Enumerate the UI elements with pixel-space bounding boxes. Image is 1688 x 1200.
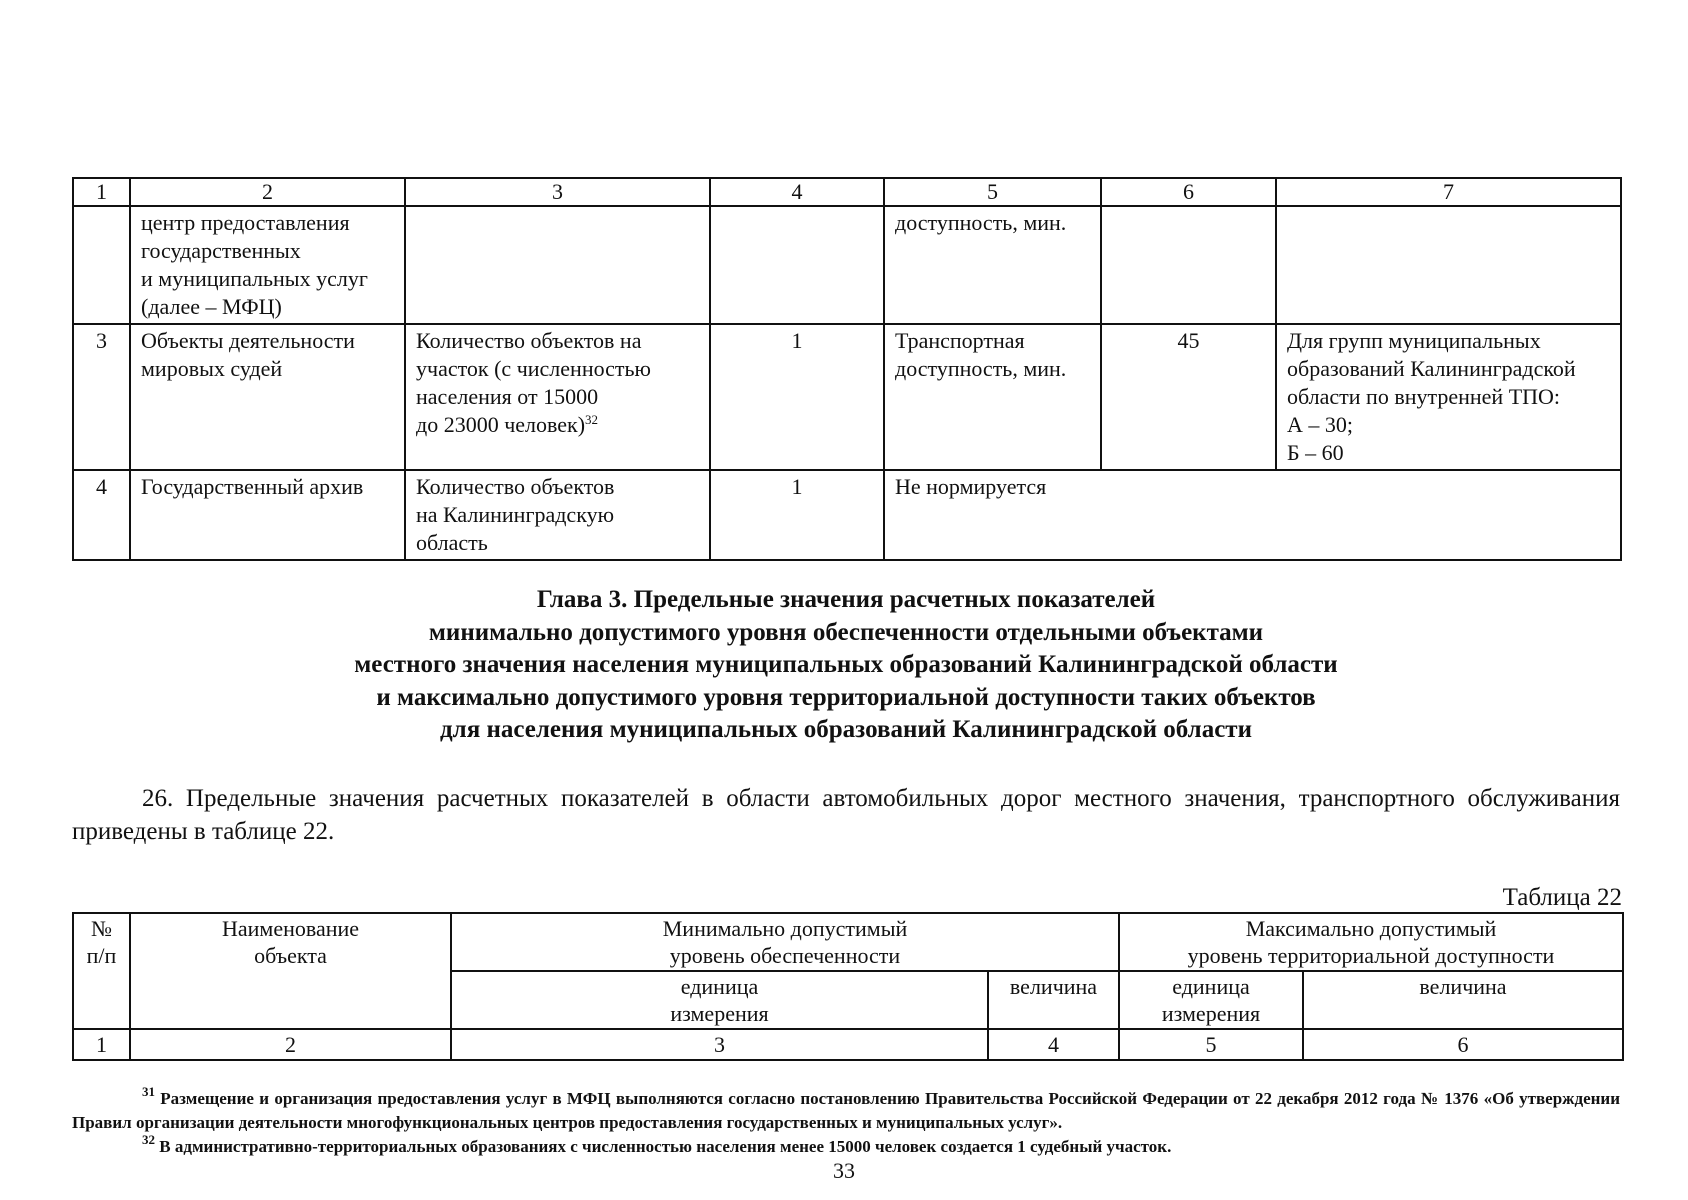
header-cell: 6 bbox=[1101, 178, 1276, 206]
cell-line: Транспортная bbox=[895, 328, 1025, 353]
value-cell: 1 bbox=[710, 470, 884, 560]
table-row bbox=[73, 324, 1621, 470]
row-number-cell: 3 bbox=[73, 324, 130, 470]
footnote-31 bbox=[72, 1084, 1621, 1135]
cell-line: участок (с численностью bbox=[416, 356, 651, 381]
object-name-cell bbox=[130, 324, 405, 470]
cell-line: (далее – МФЦ) bbox=[141, 294, 282, 319]
column-number-cell: 5 bbox=[1119, 1029, 1303, 1060]
header-line: уровень территориальной доступности bbox=[1187, 943, 1555, 968]
column-number-cell: 1 bbox=[73, 1029, 130, 1060]
cell-line: Не нормируется bbox=[895, 474, 1047, 499]
cell-line: Количество объектов bbox=[416, 474, 615, 499]
cell-line: до 23000 человек) bbox=[416, 412, 586, 437]
footnote-mark: 32 bbox=[142, 1132, 155, 1147]
footnote-mark: 31 bbox=[142, 1084, 155, 1099]
header-cell: 2 bbox=[130, 178, 405, 206]
header-line: измерения bbox=[670, 1001, 769, 1026]
min-level-header-cell bbox=[451, 913, 1119, 971]
accessibility-value-cell: 45 bbox=[1101, 324, 1276, 470]
column-number-cell: 3 bbox=[451, 1029, 988, 1060]
table-header-row bbox=[73, 913, 1623, 971]
cell-line: область bbox=[416, 530, 488, 555]
column-number-cell: 2 bbox=[130, 1029, 451, 1060]
object-name-header-cell bbox=[130, 913, 451, 1029]
cell-line: А – 30; bbox=[1287, 412, 1353, 437]
header-cell: 1 bbox=[73, 178, 130, 206]
accessibility-cell bbox=[884, 324, 1101, 470]
header-cell: 3 bbox=[405, 178, 710, 206]
header-cell: 4 bbox=[710, 178, 884, 206]
cell-line: мировых судей bbox=[141, 356, 283, 381]
cell-line: области по внутренней ТПО: bbox=[1287, 384, 1561, 409]
cell-line: доступность, мин. bbox=[895, 210, 1067, 235]
accessibility-value-cell bbox=[1101, 206, 1276, 324]
header-line: Максимально допустимый bbox=[1245, 916, 1497, 941]
value-cell: 1 bbox=[710, 324, 884, 470]
footnote-text: Размещение и организация предоставления услуг в МФЦ выполняются согласно постановлению Правительства Российской Федерации от 22 декабря 2012 года № 1376 «Об утверждении Правил организации деятельности многофункциональных центров предоставления государственных и муниципальных услуг». bbox=[72, 1089, 1621, 1132]
row-number-cell bbox=[73, 206, 130, 324]
header-cell: 7 bbox=[1276, 178, 1621, 206]
table-row bbox=[73, 470, 1621, 560]
chapter-title-line: и максимально допустимого уровня территориальной доступности таких объектов bbox=[376, 683, 1316, 711]
cell-line: доступность, мин. bbox=[895, 356, 1067, 381]
cell-line: и муниципальных услуг bbox=[141, 266, 368, 291]
table-row bbox=[73, 206, 1621, 324]
value-header-cell: величина bbox=[988, 971, 1119, 1029]
cell-line: на Калининградскую bbox=[416, 502, 615, 527]
indicator-cell bbox=[405, 470, 710, 560]
column-number-cell: 6 bbox=[1303, 1029, 1623, 1060]
chapter-title-line: Глава 3. Предельные значения расчетных показателей bbox=[536, 586, 1156, 613]
table-header-row bbox=[73, 178, 1621, 206]
indicator-cell bbox=[405, 324, 710, 470]
chapter-title-line: минимально допустимого уровня обеспеченности отдельными объектами bbox=[428, 618, 1264, 646]
accessibility-cell bbox=[884, 206, 1101, 324]
column-number-cell: 4 bbox=[988, 1029, 1119, 1060]
cell-line: государственных bbox=[141, 238, 301, 263]
header-line: Наименование bbox=[221, 916, 360, 941]
header-line: измерения bbox=[1161, 1001, 1261, 1026]
object-name-cell bbox=[130, 470, 405, 560]
note-cell bbox=[1276, 324, 1621, 470]
cell-line: образований Калининградской bbox=[1287, 356, 1576, 381]
chapter-title bbox=[72, 584, 1620, 747]
paragraph-26: 26. Предельные значения расчетных показателей в области автомобильных дорог местного значения, транспортного обслуживания приведены в таблице 22. bbox=[72, 785, 1620, 845]
cell-line: Объекты деятельности bbox=[141, 328, 355, 353]
header-line: единица bbox=[680, 974, 759, 999]
header-line: № bbox=[91, 916, 112, 941]
header-line: Минимально допустимый bbox=[662, 916, 908, 941]
indicator-cell bbox=[405, 206, 710, 324]
object-name-cell bbox=[130, 206, 405, 324]
cell-line-with-footnote bbox=[416, 411, 699, 439]
objects-table-continuation bbox=[72, 177, 1622, 561]
chapter-title-line: местного значения населения муниципальных образований Калининградской области bbox=[354, 651, 1338, 678]
cell-line: Государственный архив bbox=[141, 474, 364, 499]
number-header-cell bbox=[73, 913, 130, 1029]
unit-header-cell bbox=[451, 971, 988, 1029]
header-line: единица bbox=[1172, 974, 1250, 999]
value-cell bbox=[710, 206, 884, 324]
footnote-text: В административно-территориальных образованиях с численностью населения менее 15000 человек создается 1 судебный участок. bbox=[159, 1137, 1172, 1156]
note-cell bbox=[1276, 206, 1621, 324]
header-line: объекта bbox=[254, 943, 327, 968]
max-level-header-cell bbox=[1119, 913, 1623, 971]
value-header-cell: величина bbox=[1303, 971, 1623, 1029]
chapter-title-line: для населения муниципальных образований Калининградской области bbox=[440, 716, 1252, 743]
header-line: уровень обеспеченности bbox=[669, 943, 901, 968]
cell-line: Б – 60 bbox=[1287, 440, 1344, 465]
accessibility-cell bbox=[884, 470, 1621, 560]
header-line: п/п bbox=[86, 943, 117, 968]
footnote-32 bbox=[72, 1132, 1620, 1159]
page-number: 33 bbox=[833, 1158, 855, 1183]
footnote-ref-32: 32 bbox=[585, 412, 599, 427]
column-number-row bbox=[73, 1029, 1623, 1060]
cell-line: центр предоставления bbox=[141, 210, 350, 235]
row-number-cell: 4 bbox=[73, 470, 130, 560]
unit-header-cell bbox=[1119, 971, 1303, 1029]
cell-line: Количество объектов на bbox=[416, 328, 642, 353]
header-cell: 5 bbox=[884, 178, 1101, 206]
cell-line: Для групп муниципальных bbox=[1287, 328, 1541, 353]
table-caption: Таблица 22 bbox=[1502, 884, 1622, 911]
table-22 bbox=[72, 912, 1624, 1061]
cell-line: населения от 15000 bbox=[416, 384, 599, 409]
